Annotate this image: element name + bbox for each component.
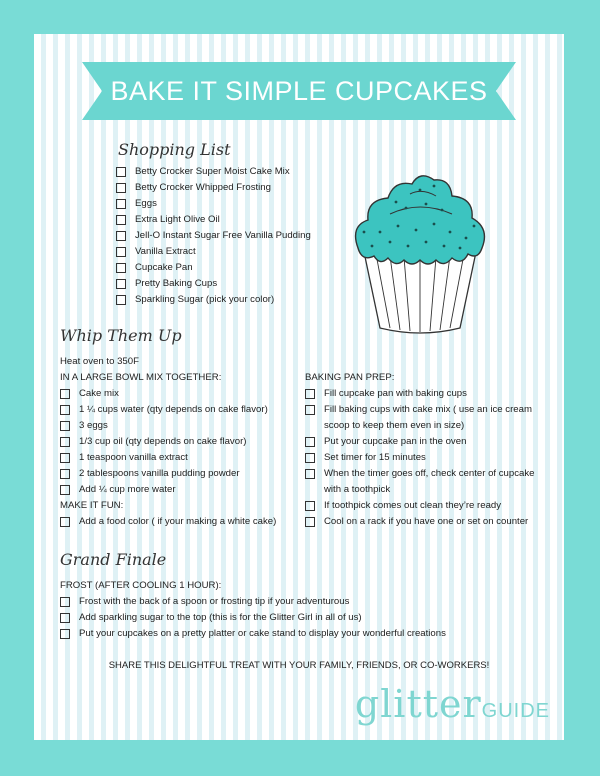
finale-section (60, 578, 446, 642)
shopping-item-label: Vanilla Extract (135, 246, 196, 257)
mix-list (60, 386, 276, 498)
checkbox-icon[interactable] (116, 199, 126, 209)
page-title: BAKE IT SIMPLE CUPCAKES (110, 76, 488, 106)
footer-message: SHARE THIS DELIGHTFUL TREAT WITH YOUR FAMILY, FRIENDS, OR CO-WORKERS! (108, 660, 490, 671)
logo-part-glitter: glitter (354, 682, 482, 726)
checkbox-icon[interactable] (60, 437, 70, 447)
shopping-item (116, 228, 311, 244)
checkbox-icon[interactable] (60, 629, 70, 639)
checkbox-icon[interactable] (305, 405, 315, 415)
checkbox-icon[interactable] (305, 501, 315, 511)
shopping-item (116, 196, 311, 212)
shopping-item (116, 292, 311, 308)
finale-item (60, 594, 446, 610)
checkbox-icon[interactable] (305, 453, 315, 463)
checkbox-icon[interactable] (305, 517, 315, 527)
shopping-item (116, 180, 311, 196)
shopping-item (116, 260, 311, 276)
pan-item-label: Cool on a rack if you have one or set on counter (324, 516, 529, 527)
shopping-item-label: Pretty Baking Cups (135, 278, 218, 289)
shopping-list (116, 164, 311, 308)
shopping-item-label: Eggs (135, 198, 157, 209)
finale-item-label: Frost with the back of a spoon or frosting tip if your adventurous (79, 596, 350, 607)
finale-list (60, 594, 446, 642)
mix-item-label: Add ¼ cup more water (79, 484, 176, 495)
finale-item (60, 626, 446, 642)
checkbox-icon[interactable] (116, 263, 126, 273)
mix-item (60, 386, 276, 402)
logo-part-guide: GUIDE (481, 700, 550, 722)
checkbox-icon[interactable] (116, 167, 126, 177)
pan-item-continuation: scoop to keep them even in size) (324, 420, 465, 431)
pan-item (305, 434, 534, 450)
checkbox-icon[interactable] (60, 517, 70, 527)
pan-list (305, 386, 534, 530)
mix-item-label: Cake mix (79, 388, 119, 399)
pan-item-label: Fill baking cups with cake mix ( use an ice cream (324, 404, 532, 415)
mix-item (60, 402, 276, 418)
checkbox-icon[interactable] (116, 247, 126, 257)
shopping-item-label: Cupcake Pan (135, 262, 193, 273)
shopping-item (116, 276, 311, 292)
pan-item (305, 402, 534, 418)
checkbox-icon[interactable] (60, 405, 70, 415)
checkbox-icon[interactable] (116, 183, 126, 193)
shopping-item-label: Betty Crocker Super Moist Cake Mix (135, 166, 290, 177)
shopping-item (116, 244, 311, 260)
checkbox-icon[interactable] (116, 295, 126, 305)
checkbox-icon[interactable] (305, 469, 315, 479)
checkbox-icon[interactable] (305, 437, 315, 447)
shopping-item (116, 164, 311, 180)
checkbox-icon[interactable] (116, 231, 126, 241)
mix-item-label: 1 teaspoon vanilla extract (79, 452, 188, 463)
fun-item (60, 514, 276, 530)
mix-item (60, 418, 276, 434)
mix-item-label: 2 tablespoons vanilla pudding powder (79, 468, 240, 479)
shopping-item-label: Jell-O Instant Sugar Free Vanilla Pudding (135, 230, 311, 241)
mix-heading: IN A LARGE BOWL MIX TOGETHER: (60, 372, 222, 383)
shopping-heading: Shopping List (118, 140, 231, 159)
pan-item-label: Fill cupcake pan with baking cups (324, 388, 467, 399)
checkbox-icon[interactable] (60, 485, 70, 495)
checkbox-icon[interactable] (60, 389, 70, 399)
mix-item (60, 434, 276, 450)
checkbox-icon[interactable] (60, 597, 70, 607)
checkbox-icon[interactable] (60, 469, 70, 479)
shopping-item-label: Sparkling Sugar (pick your color) (135, 294, 275, 305)
checkbox-icon[interactable] (116, 215, 126, 225)
checkbox-icon[interactable] (60, 613, 70, 623)
mix-item-label: 1 ¼ cups water (qty depends on cake flavor) (79, 404, 268, 415)
fun-heading: MAKE IT FUN: (60, 500, 124, 511)
pan-item (305, 514, 534, 530)
checkbox-icon[interactable] (116, 279, 126, 289)
finale-item-label: Add sparkling sugar to the top (this is for the Glitter Girl in all of us) (79, 612, 362, 623)
finale-item-label: Put your cupcakes on a pretty platter or cake stand to display your wonderful creations (79, 628, 446, 639)
heat-instruction: Heat oven to 350F (60, 356, 139, 367)
checkbox-icon[interactable] (305, 389, 315, 399)
pan-item (305, 498, 534, 514)
finale-heading: Grand Finale (60, 550, 167, 569)
pan-item (305, 466, 534, 482)
whip-heading: Whip Them Up (60, 326, 182, 345)
pan-item (305, 450, 534, 466)
fun-item-label: Add a food color ( if your making a white cake) (79, 516, 277, 527)
whip-left-column (60, 354, 276, 530)
pan-item-label: Put your cupcake pan in the oven (324, 436, 467, 447)
fun-list (60, 514, 276, 530)
mix-item-label: 3 eggs (79, 420, 108, 431)
finale-item (60, 610, 446, 626)
checkbox-icon[interactable] (60, 421, 70, 431)
cupcake-icon (350, 170, 490, 340)
pan-item-label: When the timer goes off, check center of cupcake (324, 468, 535, 479)
pan-item-label: If toothpick comes out clean they’re ready (324, 500, 502, 511)
pan-item-continuation: with a toothpick (324, 484, 391, 495)
shopping-item (116, 212, 311, 228)
title-banner (82, 58, 516, 124)
shopping-item-label: Betty Crocker Whipped Frosting (135, 182, 271, 193)
mix-item-label: 1/3 cup oil (qty depends on cake flavor) (79, 436, 247, 447)
mix-item (60, 482, 276, 498)
shopping-item-label: Extra Light Olive Oil (135, 214, 220, 225)
mix-item (60, 450, 276, 466)
pan-item-label: Set timer for 15 minutes (324, 452, 426, 463)
frost-heading: FROST (AFTER COOLING 1 HOUR): (60, 580, 222, 591)
glitter-guide-logo (355, 682, 550, 726)
pan-item (305, 386, 534, 402)
pan-heading: BAKING PAN PREP: (305, 372, 395, 383)
checkbox-icon[interactable] (60, 453, 70, 463)
mix-item (60, 466, 276, 482)
recipe-page (34, 34, 564, 740)
whip-right-column (305, 370, 534, 530)
